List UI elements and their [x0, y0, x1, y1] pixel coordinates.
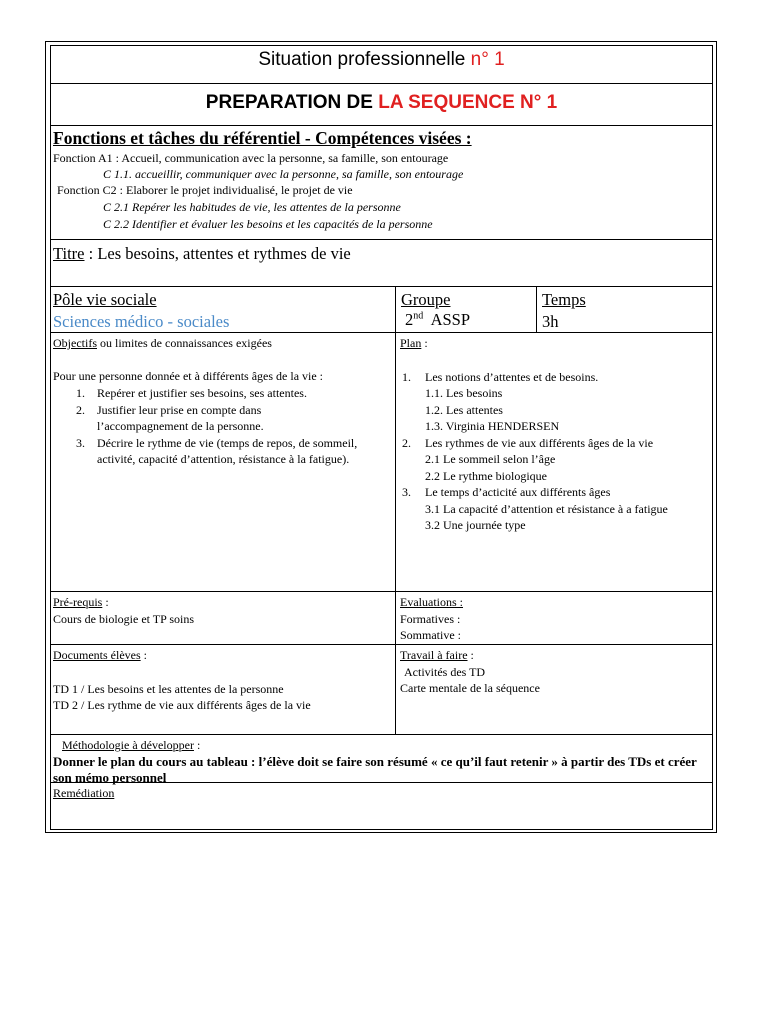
documents-heading: Documents élèves :	[53, 648, 147, 662]
fonctions-row	[51, 126, 712, 240]
travail-label: Travail à faire	[400, 648, 468, 662]
methodologie-row	[51, 735, 712, 783]
evaluations-label: Evaluations :	[400, 595, 463, 609]
remediation-label: Remédiation	[53, 786, 115, 800]
plan-subitem: 1.1. Les besoins	[425, 386, 503, 400]
prerequis-value: Cours de biologie et TP soins	[53, 611, 194, 626]
titre-value: : Les besoins, attentes et rythmes de vie	[88, 244, 351, 263]
plan-item: 3. Le temps d’acticité aux différents âges	[402, 485, 611, 499]
prerequis-cell	[53, 594, 194, 627]
objectif-item: 1. Repérer et justifier ses besoins, ses attentes.	[76, 386, 307, 400]
remediation-row	[51, 783, 712, 829]
objectifs-plan-row	[51, 333, 712, 592]
documents-td2: TD 2 / Les rythme de vie aux différents âges de la vie	[53, 698, 311, 712]
travail-heading: Travail à faire :	[400, 648, 474, 662]
objectifs-heading	[53, 335, 383, 352]
groupe-divider	[536, 287, 537, 333]
pole-divider	[395, 287, 396, 333]
prerequis-label: Pré-requis	[53, 595, 103, 609]
groupe-label: Groupe	[401, 290, 451, 309]
pole-row	[51, 287, 712, 333]
prerequis-row	[51, 592, 712, 645]
objectifs-list	[53, 385, 383, 468]
preparation-row	[51, 84, 712, 126]
documents-td1: TD 1 / Les besoins et les attentes de la personne	[53, 681, 284, 696]
methodologie-label: Méthodologie à développer	[62, 738, 194, 752]
titre-label: Titre	[53, 244, 85, 263]
prerequis-divider	[395, 592, 396, 645]
plan-list	[400, 369, 705, 534]
groupe-value: ASSP	[430, 310, 471, 329]
objectifs-intro: Pour une personne donnée et à différents âges de la vie :	[53, 368, 324, 383]
plan-subitem: 2.2 Le rythme biologique	[425, 468, 547, 483]
objectifs-label: Objectifs	[53, 336, 97, 350]
fonction-c2: Fonction C2 : Elaborer le projet individualisé, le projet de vie	[57, 183, 353, 197]
travail-line2: Carte mentale de la séquence	[400, 681, 540, 695]
documents-row	[51, 645, 712, 735]
sequence-sheet	[45, 41, 717, 833]
sequence-table	[50, 45, 713, 830]
plan-label: Plan	[400, 336, 422, 350]
competence-c21: C 2.1 Repérer les habitudes de vie, les attentes de la personne	[103, 200, 401, 214]
plan-subitem: 3.2 Une journée type	[425, 518, 526, 532]
sequence-label: LA SEQUENCE N° 1	[378, 92, 558, 113]
pole-label: Pôle vie sociale	[53, 290, 157, 309]
titre-line	[53, 244, 351, 264]
groupe-value-line	[405, 310, 470, 330]
methodologie-text: Donner le plan du cours au tableau : l’élève doit se faire son résumé « ce qu’il faut retenir » à partir des TDs et créer son mémo personnel	[53, 753, 697, 785]
evaluations-sommative: Sommative :	[400, 628, 461, 642]
plan-subitem: 2.1 Le sommeil selon l’âge	[425, 452, 556, 466]
temps-value: 3h	[542, 312, 559, 331]
methodologie-cell	[53, 737, 707, 786]
objectifs-divider	[395, 333, 396, 592]
evaluations-cell	[400, 594, 463, 644]
objectif-item: 2. Justifier leur prise en compte dans l’accompagnement de la personne.	[76, 402, 264, 433]
plan-subitem: 1.3. Virginia HENDERSEN	[425, 419, 560, 433]
fonction-a1: Fonction A1 : Accueil, communication avec la personne, sa famille, son entourage	[53, 151, 449, 165]
methodologie-heading: Méthodologie à développer :	[62, 738, 201, 752]
travail-cell	[400, 647, 540, 697]
documents-cell	[53, 647, 311, 714]
situation-row	[51, 46, 712, 84]
documents-divider	[395, 645, 396, 735]
plan-item: 2. Les rythmes de vie aux différents âges de la vie	[402, 435, 654, 450]
plan-heading	[400, 335, 705, 352]
prerequis-heading: Pré-requis :	[53, 595, 109, 609]
objectifs-cell	[53, 335, 383, 468]
objectif-item: 3. Décrire le rythme de vie (temps de repos, de sommeil, activité, capacité d’attention, résistance à la fatigue).	[76, 435, 358, 466]
fonctions-title: Fonctions et tâches du référentiel - Compétences visées :	[53, 128, 472, 148]
situation-label: Situation professionnelle	[258, 49, 466, 70]
situation-number: n° 1	[470, 49, 505, 70]
pole-subject: Sciences médico - sociales	[53, 312, 230, 331]
competence-c22: C 2.2 Identifier et évaluer les besoins et les capacités de la personne	[103, 217, 433, 231]
plan-label-rest: :	[421, 336, 428, 350]
plan-item: 1. Les notions d’attentes et de besoins.	[402, 369, 599, 384]
plan-subitem: 1.2. Les attentes	[425, 402, 503, 417]
plan-cell	[400, 335, 705, 534]
plan-subitem: 3.1 La capacité d’attention et résistance à a fatigue	[425, 501, 668, 516]
preparation-label: PREPARATION DE	[205, 92, 373, 113]
temps-label: Temps	[542, 290, 586, 309]
objectifs-label-rest: ou limites de connaissances exigées	[97, 336, 272, 350]
evaluations-formative: Formatives :	[400, 611, 461, 626]
documents-label: Documents élèves	[53, 648, 141, 662]
competence-c11: C 1.1. accueillir, communiquer avec la personne, sa famille, son entourage	[103, 167, 464, 181]
travail-line1: Activités des TD	[404, 664, 486, 679]
groupe-number: 2	[405, 310, 414, 329]
groupe-sup: nd	[413, 310, 424, 322]
titre-row	[51, 240, 712, 287]
